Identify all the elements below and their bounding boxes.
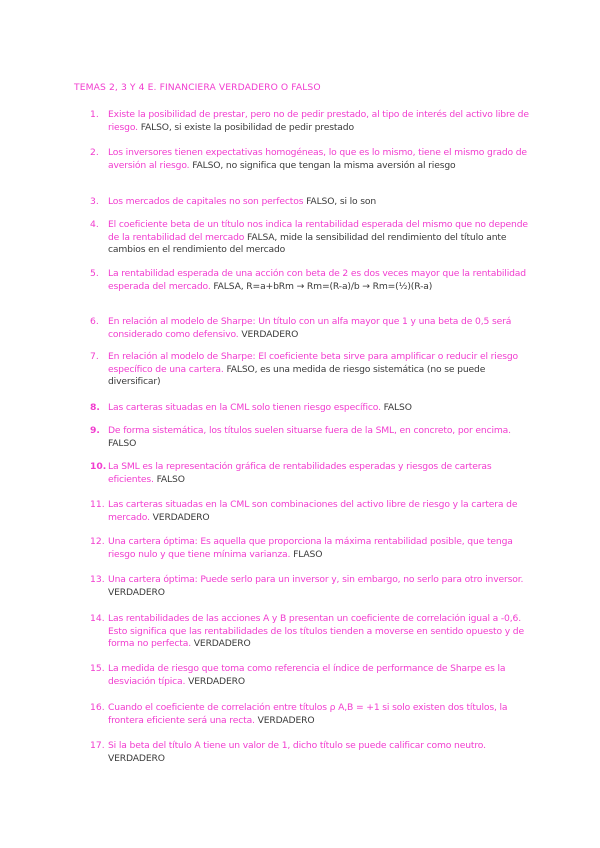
- answer-text: FALSO, no significa que tengan la misma aversión al riesgo: [192, 159, 456, 171]
- answer-text: FALSO, si lo son: [306, 196, 377, 207]
- item-number: 1.: [90, 109, 99, 120]
- answer-text: VERDADERO: [108, 586, 165, 598]
- item-number: 12.: [90, 536, 105, 547]
- answer-text: FALSO, es una medida de riesgo sistemática (no se puede diversificar): [108, 363, 486, 388]
- list-item: [90, 196, 532, 209]
- answer-text: VERDADERO: [241, 328, 299, 340]
- question-text: La medida de riesgo que toma como referencia el índice de performance de Sharpe es la desviación típica.: [108, 663, 506, 687]
- list-item: [90, 702, 532, 727]
- list-item: [90, 425, 532, 450]
- answer-text: FALSA, R=a+bRm → Rm=(R-a)/b → Rm=(½)(R-a): [213, 280, 433, 292]
- list-item: [90, 351, 532, 389]
- item-number: 14.: [90, 613, 105, 624]
- question-text: Existe la posibilidad de prestar, pero no de pedir prestado, al tipo de interés del activo libre de riesgo.: [108, 109, 529, 133]
- item-number: 2.: [90, 147, 99, 158]
- question-text: La SML es la representación gráfica de rentabilidades esperadas y riesgos de carteras eficientes.: [108, 461, 492, 485]
- list-item: [90, 147, 532, 172]
- answer-text: VERDADERO: [188, 675, 245, 687]
- item-number: 9.: [90, 425, 100, 436]
- list-item: [90, 316, 532, 341]
- list-item: [90, 219, 532, 257]
- item-number: 3.: [90, 196, 99, 207]
- answer-text: VERDADERO: [257, 714, 315, 726]
- item-number: 11.: [90, 499, 105, 510]
- answer-text: VERDADERO: [108, 752, 165, 764]
- list-item: [90, 402, 532, 415]
- item-number: 13.: [90, 574, 105, 585]
- list-item: [90, 740, 532, 765]
- answer-text: VERDADERO: [152, 511, 210, 523]
- question-text: En relación al modelo de Sharpe: Un título con un alfa mayor que 1 y una beta de 0,5 será considerado como defensivo.: [108, 316, 512, 340]
- answer-text: FALSO, si existe la posibilidad de pedir prestado: [140, 121, 354, 133]
- question-text: El coeficiente beta de un título nos indica la rentabilidad esperada del mismo que no depende de la rentabilidad del mercado: [108, 219, 528, 243]
- question-text: En relación al modelo de Sharpe: El coeficiente beta sirve para amplificar o reducir el riesgo específico de una cartera.: [108, 351, 519, 375]
- question-text: Cuando el coeficiente de correlación entre títulos ρ A,B = +1 si solo existen dos títulos, la frontera eficiente será una recta.: [108, 702, 508, 726]
- question-text: Las rentabilidades de las acciones A y B presentan un coeficiente de correlación igual a -0,6. Esto significa que las rentabilidades de los títulos tienden a moverse en sentido opuesto y de forma no perfecta.: [108, 613, 524, 650]
- answer-text: FALSO: [383, 402, 412, 413]
- item-number: 4.: [90, 219, 99, 230]
- item-number: 10.: [90, 461, 107, 472]
- item-number: 16.: [90, 702, 105, 713]
- list-item: [90, 536, 532, 561]
- answer-text: FLASO: [293, 548, 323, 560]
- list-item: [90, 663, 532, 688]
- question-text: La rentabilidad esperada de una acción con beta de 2 es dos veces mayor que la rentabilidad esperada del mercado.: [108, 268, 526, 292]
- list-item: [90, 499, 532, 524]
- question-text: Los inversores tienen expectativas homogéneas, lo que es lo mismo, tiene el mismo grado de aversión al riesgo.: [108, 147, 527, 171]
- item-number: 6.: [90, 316, 99, 327]
- question-text: Una cartera óptima: Es aquella que proporciona la máxima rentabilidad posible, que tenga riesgo nulo y que tiene mínima varianza.: [108, 536, 513, 560]
- page-title: TEMAS 2, 3 Y 4 E. FINANCIERA VERDADERO O FALSO: [74, 82, 321, 93]
- item-number: 7.: [90, 351, 99, 362]
- answer-text: FALSA, mide la sensibilidad del rendimiento del título ante cambios en el rendimiento del mercado: [108, 231, 507, 256]
- question-text: Las carteras situadas en la CML solo tienen riesgo específico.: [108, 402, 381, 413]
- answer-text: VERDADERO: [193, 638, 251, 650]
- question-text: Si la beta del título A tiene un valor de 1, dicho título se puede calificar como neutro.: [108, 740, 486, 751]
- item-number: 17.: [90, 740, 105, 751]
- question-text: Una cartera óptima: Puede serlo para un inversor y, sin embargo, no serlo para otro inversor.: [108, 574, 524, 585]
- item-number: 5.: [90, 268, 99, 279]
- list-item: [90, 109, 532, 134]
- answer-text: FALSO: [108, 437, 137, 449]
- question-text: Las carteras situadas en la CML son combinaciones del activo libre de riesgo y la cartera de mercado.: [108, 499, 518, 523]
- list-item: [90, 613, 532, 651]
- list-item: [90, 461, 532, 486]
- list-item: [90, 268, 532, 293]
- answer-text: FALSO: [156, 473, 185, 485]
- question-text: De forma sistemática, los títulos suelen situarse fuera de la SML, en concreto, por encima.: [108, 425, 511, 436]
- question-text: Los mercados de capitales no son perfectos: [108, 196, 304, 207]
- item-number: 8.: [90, 402, 100, 413]
- list-item: [90, 574, 532, 599]
- item-number: 15.: [90, 663, 105, 674]
